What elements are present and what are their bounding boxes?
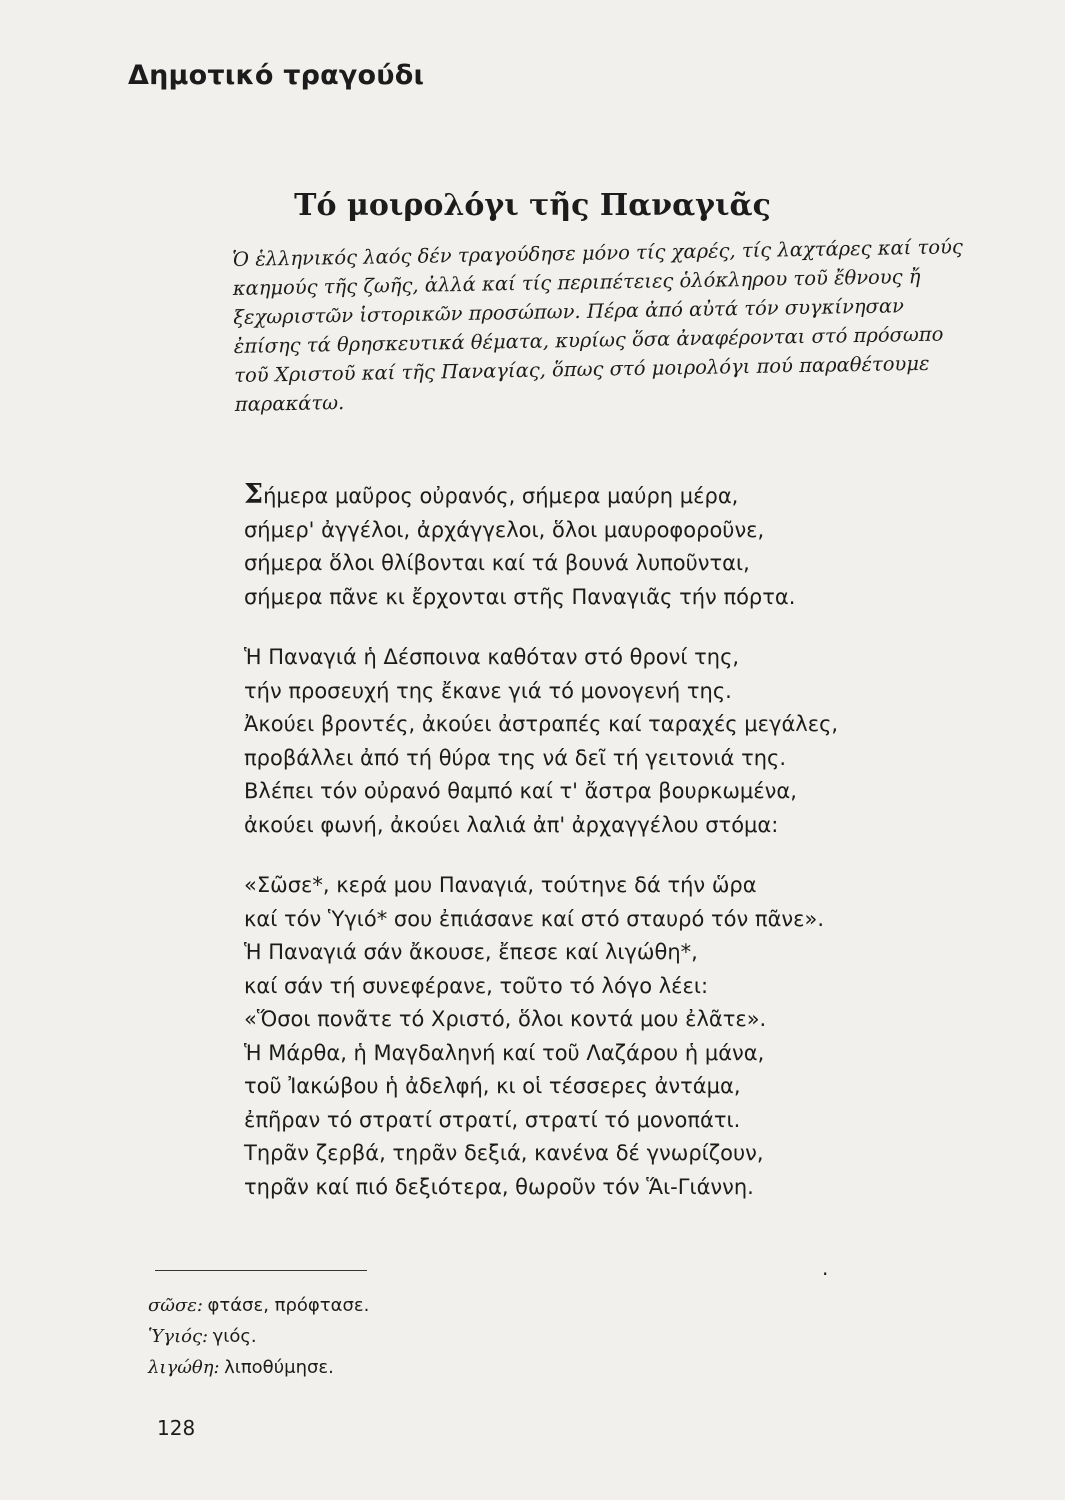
section-label: Δημοτικό τραγούδι [128, 60, 425, 91]
poem-line: ἐπῆραν τό στρατί στρατί, στρατί τό μονοπάτι. [244, 1107, 741, 1132]
page-number: 128 [157, 1416, 196, 1440]
poem-line: τήν προσευχή της ἔκανε γιά τό μονογενή της. [244, 678, 732, 703]
intro-line: καημούς τῆς ζωῆς, ἀλλά καί τίς περιπέτειες ὁλόκληρου τοῦ ἔθνους ἤ [232, 264, 921, 300]
page-title: Τό μοιρολόγι τῆς Παναγιᾶς [294, 188, 771, 223]
intro-line: τοῦ Χριστοῦ καί τῆς Παναγίας, ὅπως στό μοιρολόγι πού παραθέτουμε [234, 351, 930, 387]
intro-line: ἐπίσης τά θρησκευτικά θέματα, κυρίως ὅσα ἀναφέρονται στό πρόσωπο [233, 322, 944, 358]
footnote-term: Ὑγιός: [148, 1326, 209, 1347]
footnote-definition: γιός. [212, 1326, 257, 1347]
footnote [148, 1290, 369, 1321]
poem-line: τοῦ Ἰακώβου ἡ ἀδελφή, κι οἱ τέσσερες ἀντάμα, [244, 1074, 741, 1098]
footnote [148, 1321, 369, 1352]
intro-line: παρακάτω. [234, 391, 345, 416]
intro-line: ξεχωριστῶν ἱστορικῶν προσώπων. Πέρα ἀπό αὐτά τόν συγκίνησαν [233, 294, 905, 329]
footnote-divider [155, 1270, 367, 1271]
poem-line: Τηρᾶν ζερβά, τηρᾶν δεξιά, κανένα δέ γνωρίζουν, [244, 1141, 764, 1165]
poem-line [244, 478, 1004, 514]
poem-line: ἀκούει φωνή, ἀκούει λαλιά ἀπ' ἀρχαγγέλου στόμα: [244, 812, 779, 837]
poem-line: καί σάν τή συνεφέρανε, τοῦτο τό λόγο λέει: [244, 973, 709, 998]
intro-paragraph [232, 232, 995, 419]
footnotes [148, 1290, 369, 1383]
poem-line: Ἡ Μάρθα, ἡ Μαγδαληνή καί τοῦ Λαζάρου ἡ μάνα, [244, 1040, 765, 1065]
footnote-definition: φτάσε, πρόφτασε. [207, 1295, 370, 1316]
poem-stanza-3 [244, 869, 1004, 1204]
intro-line: Ὁ ἑλληνικός λαός δέν τραγούδησε μόνο τίς χαρές, τίς λαχτάρες καί τούς [232, 235, 964, 271]
poem-stanza-2 [244, 641, 1004, 842]
poem-line: Βλέπει τόν οὐρανό θαμπό καί τ' ἄστρα βουρκωμένα, [244, 779, 797, 803]
poem-line: Ἀκούει βροντές, ἀκούει ἀστραπές καί ταραχές μεγάλες, [244, 712, 839, 736]
footnote-definition: λιποθύμησε. [224, 1357, 334, 1378]
poem-line: «Ὅσοι πονᾶτε τό Χριστό, ὅλοι κοντά μου ἐλᾶτε». [244, 1007, 767, 1031]
poem-line: Ἡ Παναγιά ἡ Δέσποινα καθόταν στό θρονί της, [244, 645, 740, 669]
poem-line: σήμερα πᾶνε κι ἔρχονται στῆς Παναγιᾶς τήν πόρτα. [244, 584, 796, 609]
poem-line: προβάλλει ἀπό τή θύρα της νά δεῖ τή γειτονιά της. [244, 745, 787, 770]
footnote-term: λιγώθη: [148, 1357, 220, 1378]
stray-mark: · [822, 1262, 829, 1286]
poem-line: σήμερα ὅλοι θλίβονται καί τά βουνά λυποῦνται, [244, 551, 750, 575]
poem-stanza-1 [244, 478, 1004, 614]
poem [244, 478, 1004, 1231]
drop-cap: Σ [244, 479, 264, 510]
poem-line: «Σῶσε*, κερά μου Παναγιά, τούτηνε δά τήν ὥρα [244, 873, 757, 897]
poem-line: σήμερ' ἀγγέλοι, ἀρχάγγελοι, ὅλοι μαυροφοροῦνε, [244, 517, 765, 542]
poem-line: Ἡ Παναγιά σάν ἄκουσε, ἔπεσε καί λιγώθη*, [244, 940, 698, 964]
poem-line: καί τόν Ὑγιό* σου ἐπιάσανε καί στό σταυρό τόν πᾶνε». [244, 906, 825, 931]
footnote [148, 1352, 369, 1383]
poem-line: τηρᾶν καί πιό δεξιότερα, θωροῦν τόν Ἅι-Γιάννη. [244, 1174, 754, 1199]
poem-line-text: ήμερα μαῦρος οὐρανός, σήμερα μαύρη μέρα, [263, 484, 739, 508]
footnote-term: σῶσε: [148, 1295, 203, 1316]
